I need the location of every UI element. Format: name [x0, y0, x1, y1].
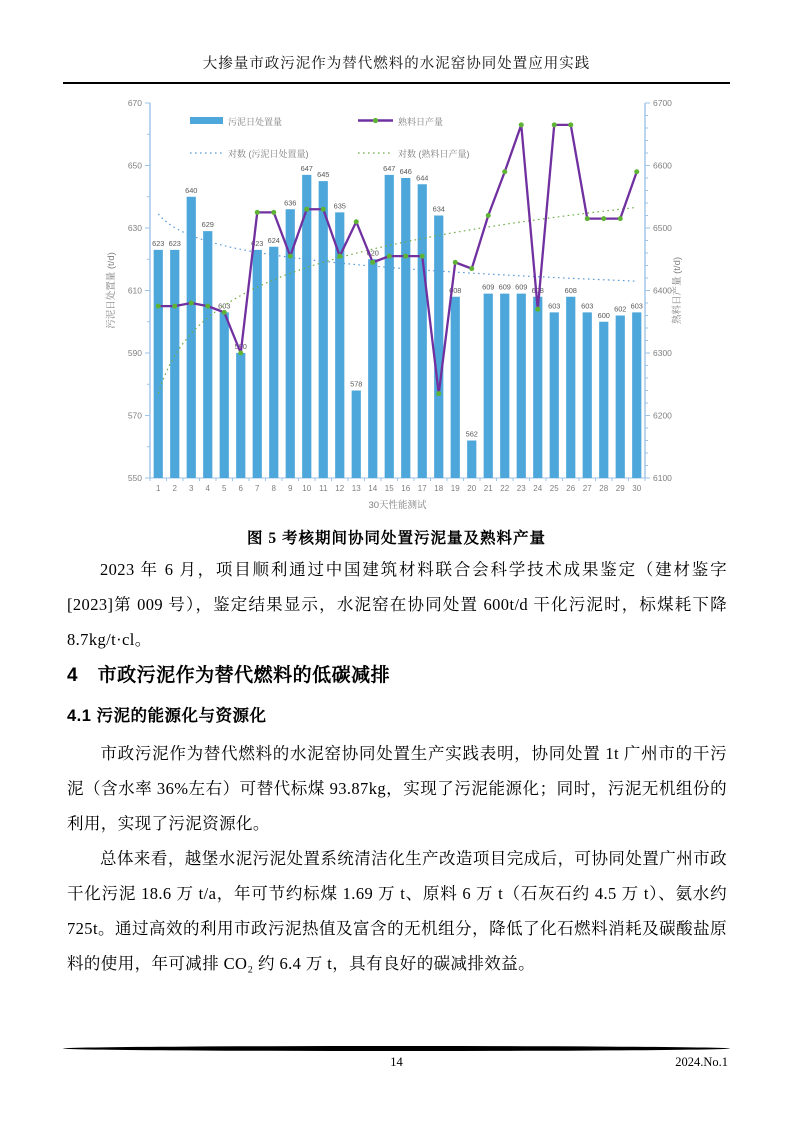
- paragraph-appraisal: [67, 552, 727, 657]
- svg-text:6100: 6100: [653, 473, 672, 483]
- svg-text:670: 670: [127, 98, 142, 108]
- svg-text:27: 27: [582, 484, 592, 493]
- svg-text:21: 21: [483, 484, 493, 493]
- svg-text:6600: 6600: [653, 160, 672, 171]
- svg-text:650: 650: [127, 160, 142, 171]
- svg-text:12: 12: [335, 484, 345, 493]
- svg-text:634: 634: [432, 204, 445, 214]
- svg-text:污泥日处置量: 污泥日处置量: [228, 117, 283, 127]
- svg-text:610: 610: [127, 285, 142, 296]
- svg-text:623: 623: [251, 238, 264, 248]
- figure-caption: 图 5 考核期间协同处置污泥量及熟料产量: [246, 530, 546, 547]
- svg-text:647: 647: [300, 163, 313, 173]
- svg-text:608: 608: [564, 285, 577, 295]
- page-number: 14: [390, 1055, 403, 1069]
- svg-text:635: 635: [333, 201, 346, 211]
- svg-text:10: 10: [302, 484, 312, 493]
- svg-text:6300: 6300: [653, 348, 672, 358]
- paragraph-text: 2023 年 6 月，项目顺利通过中国建筑材料联合会科学技术成果鉴定（建材鉴字[2023]第 009 号），鉴定结果显示，水泥窑在协同处置 600t/d 干化污泥时，标煤耗下降 8.7kg/t·cl。: [67, 560, 727, 649]
- svg-text:603: 603: [548, 301, 561, 311]
- figure-chart: [100, 93, 692, 517]
- svg-text:19: 19: [450, 484, 460, 493]
- svg-text:3: 3: [189, 484, 194, 493]
- section-heading-4: 4 市政污泥作为替代燃料的低碳减排: [67, 665, 391, 686]
- svg-text:603: 603: [218, 301, 231, 311]
- svg-text:590: 590: [127, 348, 142, 358]
- svg-text:28: 28: [599, 484, 609, 493]
- svg-text:645: 645: [317, 170, 330, 180]
- svg-text:624: 624: [267, 235, 280, 245]
- svg-text:578: 578: [350, 379, 363, 389]
- svg-text:18: 18: [434, 484, 444, 493]
- svg-text:26: 26: [566, 484, 576, 493]
- svg-text:620: 620: [366, 248, 379, 258]
- footer: [63, 1055, 730, 1073]
- svg-text:609: 609: [498, 282, 511, 292]
- svg-text:11: 11: [319, 484, 328, 493]
- svg-text:对数 (熟料日产量): 对数 (熟料日产量): [398, 149, 470, 159]
- header-running-title: 大掺量市政污泥作为替代燃料的水泥窑协同处置应用实践: [202, 56, 591, 72]
- svg-text:570: 570: [127, 410, 142, 421]
- svg-text:30天性能测试: 30天性能测试: [368, 500, 427, 511]
- svg-text:603: 603: [581, 301, 594, 311]
- svg-text:7: 7: [255, 484, 260, 493]
- trendline-log-sludge: [158, 214, 637, 281]
- svg-text:623: 623: [152, 238, 165, 248]
- svg-text:4: 4: [205, 484, 210, 493]
- svg-text:590: 590: [234, 342, 247, 351]
- svg-text:14: 14: [368, 484, 378, 493]
- svg-text:609: 609: [515, 282, 528, 292]
- paragraph-text: 总体来看，越堡水泥污泥处置系统清洁化生产改造项目完成后，可协同处置广州市政干化污泥 18.6 万 t/a，年可节约标煤 1.69 万 t、原料 6 万 t（石灰石约 4.5 万 t）、氨水约 725t。通过高效的利用市政污泥热值及富含的无机组分，降低了化石燃料消耗及碳酸盐原料的使用，年可减排 CO₂ 约 6.4 万 t，具有良好的碳减排效益。: [67, 849, 727, 973]
- svg-text:2: 2: [172, 484, 177, 493]
- svg-text:608: 608: [531, 285, 544, 295]
- svg-text:23: 23: [516, 484, 526, 493]
- svg-text:6500: 6500: [653, 223, 672, 233]
- svg-text:603: 603: [630, 301, 643, 311]
- svg-text:6: 6: [238, 484, 243, 493]
- svg-text:640: 640: [185, 185, 198, 195]
- svg-text:熟料日产量: 熟料日产量: [398, 117, 444, 127]
- section-heading-4-1: 4.1 污泥的能源化与资源化: [67, 707, 267, 725]
- svg-text:24: 24: [533, 484, 543, 493]
- svg-text:6700: 6700: [653, 98, 672, 108]
- svg-text:609: 609: [482, 282, 495, 292]
- svg-text:629: 629: [201, 220, 214, 230]
- svg-text:600: 600: [597, 310, 610, 320]
- footer-rule: [63, 1046, 730, 1051]
- chart-legend: [190, 116, 470, 159]
- svg-text:644: 644: [416, 173, 429, 183]
- svg-text:550: 550: [127, 473, 142, 483]
- svg-text:20: 20: [467, 484, 477, 493]
- svg-text:623: 623: [168, 238, 181, 248]
- svg-text:对数 (污泥日处置量): 对数 (污泥日处置量): [228, 149, 309, 159]
- paragraph-energy-recovery: [67, 736, 727, 841]
- svg-text:5: 5: [222, 484, 227, 493]
- svg-text:熟料日产量 (t/d): 熟料日产量 (t/d): [672, 256, 683, 325]
- svg-text:6200: 6200: [653, 410, 672, 421]
- svg-text:17: 17: [417, 484, 427, 493]
- svg-text:602: 602: [614, 304, 627, 314]
- svg-text:6400: 6400: [653, 285, 672, 296]
- svg-text:29: 29: [615, 484, 625, 493]
- bars-sludge-daily: [154, 175, 642, 478]
- svg-text:608: 608: [449, 285, 462, 295]
- header-rule: [63, 82, 730, 84]
- svg-text:647: 647: [383, 163, 396, 173]
- issue-label: 2024.No.1: [675, 1055, 728, 1069]
- svg-text:636: 636: [284, 198, 297, 208]
- svg-text:30: 30: [632, 484, 642, 493]
- svg-text:污泥日处置量 (t/d): 污泥日处置量 (t/d): [106, 252, 117, 329]
- svg-text:16: 16: [401, 484, 411, 493]
- paragraph-text: 市政污泥作为替代燃料的水泥窑协同处置生产实践表明，协同处置 1t 广州市的干污泥（含水率 36%左右）可替代标煤 93.87kg，实现了污泥能源化；同时，污泥无机组份的利用，实现了污泥资源化。: [67, 744, 727, 833]
- svg-text:25: 25: [549, 484, 559, 493]
- svg-text:646: 646: [399, 167, 412, 176]
- paragraph-overall-benefit: [67, 841, 727, 981]
- svg-text:13: 13: [351, 484, 361, 493]
- svg-text:9: 9: [288, 484, 293, 493]
- svg-text:562: 562: [465, 429, 478, 439]
- svg-text:8: 8: [271, 484, 276, 493]
- combo-chart-sludge-clinker: [100, 93, 692, 517]
- svg-text:22: 22: [500, 484, 510, 493]
- svg-text:1: 1: [156, 484, 161, 493]
- svg-text:630: 630: [127, 223, 142, 233]
- svg-text:15: 15: [384, 484, 394, 493]
